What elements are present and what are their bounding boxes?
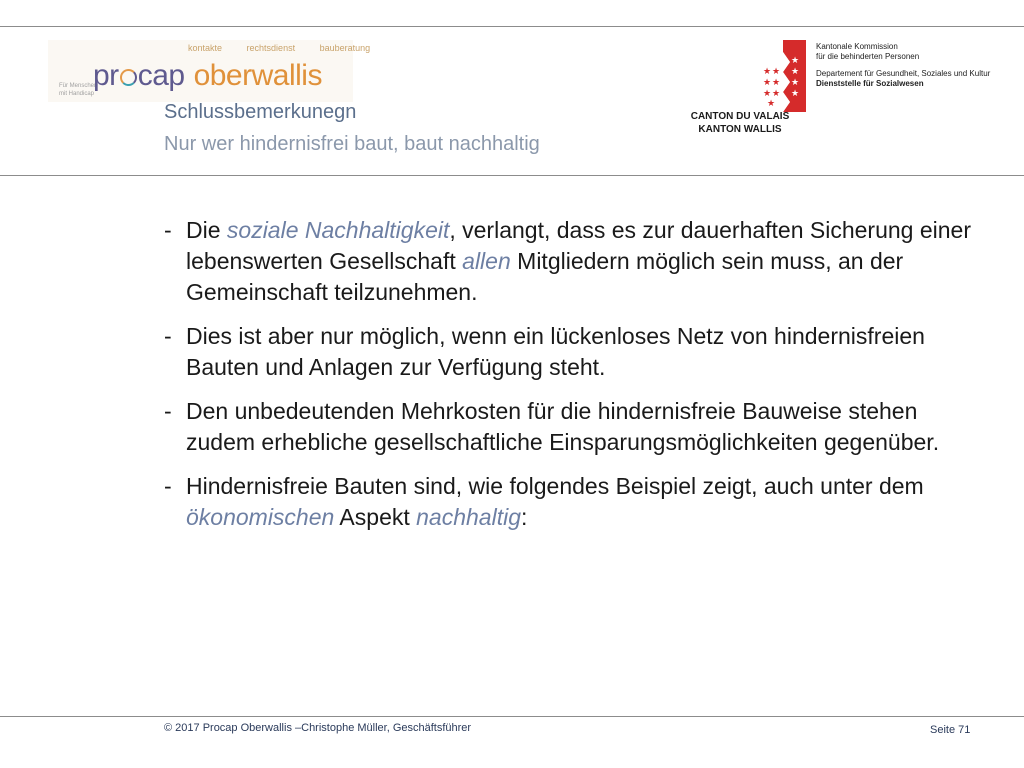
canton-line: für die behinderten Personen [816, 52, 920, 61]
bullet-item [164, 215, 974, 308]
slide-subtitle: Nur wer hindernisfrei baut, baut nachhaltig [164, 133, 540, 155]
bullet-text: Mitgliedern möglich sein muss, an der Gemeinschaft teilzunehmen. [186, 248, 904, 305]
bullet-text: , verlangt, dass es zur dauerhaften Sicherung einer lebenswerten Gesellschaft [186, 217, 972, 274]
bullet-emphasis: allen [462, 248, 511, 274]
page-number: Seite 71 [930, 724, 971, 736]
canton-name-de: KANTON WALLIS [698, 124, 782, 135]
bullet-item [164, 396, 974, 458]
logo-word-oberwallis: oberwallis [193, 59, 322, 92]
top-rule [0, 26, 1024, 27]
bullet-dash: - [164, 217, 172, 243]
svg-text:★: ★ [763, 78, 772, 88]
svg-text:★: ★ [763, 89, 772, 99]
footer-copyright: © 2017 Procap Oberwallis –Christophe Müller, Geschäftsführer [164, 722, 472, 734]
logo-wordmark [93, 59, 322, 93]
procap-logo [48, 40, 371, 102]
bullet-text: : [521, 504, 528, 530]
canton-department-text [816, 42, 990, 89]
bullet-item [164, 471, 974, 533]
logo-tagline-line: mit Handicap [59, 91, 95, 97]
bullet-emphasis: ökonomischen [186, 504, 335, 530]
svg-text:★: ★ [772, 78, 781, 88]
svg-text:★: ★ [763, 67, 772, 77]
bullet-dash: - [164, 398, 172, 424]
canton-flag-icon [760, 40, 806, 112]
canton-logo [688, 36, 991, 136]
logo-word-cap: cap [137, 59, 185, 92]
canton-line: Dienststelle für Sozialwesen [816, 79, 924, 88]
bullet-dash: - [164, 323, 172, 349]
svg-text:★: ★ [772, 67, 781, 77]
canton-line: Departement für Gesundheit, Soziales und Kultur [816, 69, 991, 78]
canton-line: Kantonale Kommission [816, 42, 898, 51]
bullet-text: Aspekt [334, 504, 417, 530]
bullet-emphasis: nachhaltig [416, 504, 521, 530]
slide-title: Schlussbemerkunegn [164, 101, 357, 123]
bullet-text: Hindernisfreie Bauten sind, wie folgendes Beispiel zeigt, auch unter dem [186, 473, 924, 499]
svg-text:★: ★ [791, 78, 800, 88]
canton-name-fr: CANTON DU VALAIS [690, 111, 790, 122]
logo-tabs [188, 43, 392, 53]
logo-tab-bauberatung: bauberatung [319, 43, 371, 53]
svg-text:★: ★ [791, 56, 800, 66]
svg-text:★: ★ [772, 89, 781, 99]
svg-text:★: ★ [767, 99, 776, 109]
bullet-emphasis: soziale Nachhaltigkeit [226, 217, 450, 243]
logo-ring-icon [120, 69, 137, 86]
bullet-list [164, 215, 974, 546]
bullet-item [164, 321, 974, 383]
header-rule [0, 175, 1024, 176]
svg-text:★: ★ [791, 89, 800, 99]
bullet-text: Dies ist aber nur möglich, wenn ein lückenloses Netz von hindernisfreien Bauten und Anlagen zur Verfügung steht. [186, 323, 925, 380]
bullet-text: Den unbedeutenden Mehrkosten für die hindernisfreie Bauweise stehen zudem erhebliche gesellschaftliche Einsparungsmöglichkeiten gegenüber. [186, 398, 940, 455]
bullet-text: Die [186, 217, 227, 243]
svg-text:★: ★ [791, 67, 800, 77]
logo-tab-kontakte: kontakte [188, 43, 223, 53]
logo-word-pr: pr [93, 59, 119, 92]
logo-tab-rechtsdienst: rechtsdienst [246, 43, 296, 53]
logo-tagline-line: Für Menschen [59, 83, 98, 89]
bullet-dash: - [164, 473, 172, 499]
canton-name [688, 110, 792, 136]
footer-rule [0, 716, 1024, 717]
